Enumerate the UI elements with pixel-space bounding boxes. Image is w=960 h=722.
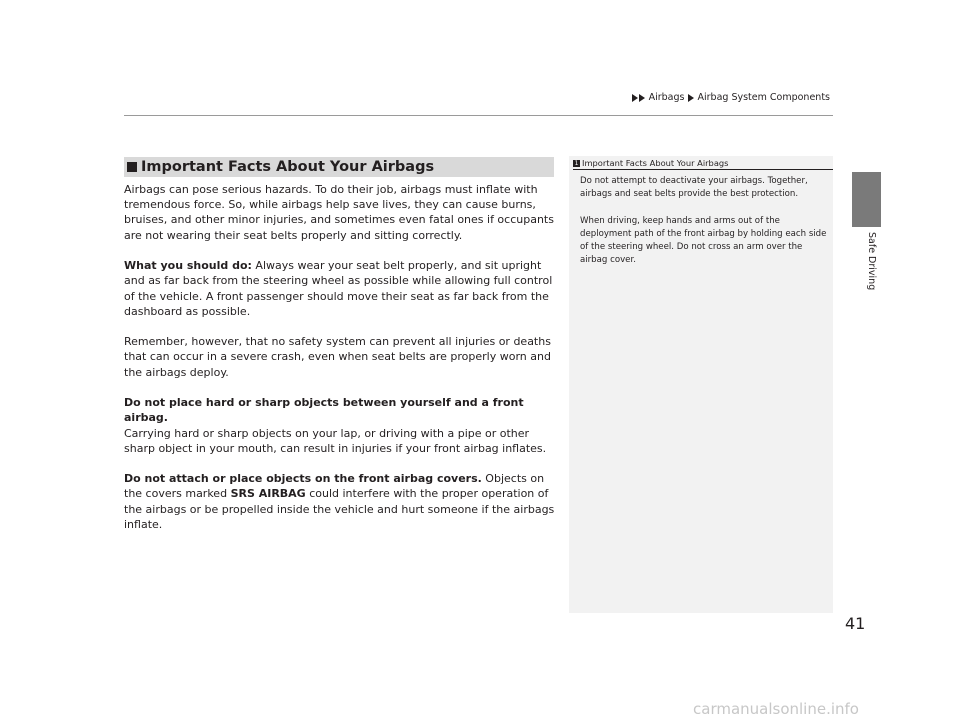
breadcrumb-item-airbag-system-components[interactable]: Airbag System Components xyxy=(697,92,830,103)
header-divider xyxy=(124,115,833,116)
section-heading-text: Important Facts About Your Airbags xyxy=(141,159,435,175)
watermark: carmanualsonline.info xyxy=(693,700,859,718)
side-note-body xyxy=(580,175,830,281)
srs-airbag-marking: SRS AIRBAG xyxy=(230,487,306,501)
triangle-icon xyxy=(639,94,645,102)
chapter-label: Safe Driving xyxy=(866,232,877,291)
chapter-tab xyxy=(852,172,881,227)
side-note-paragraph-2: When driving, keep hands and arms out of the deployment path of the front airbag by holding each side of the steering wheel. Do not cross an arm over the airbag cover. xyxy=(580,215,827,266)
breadcrumb-item-airbags[interactable]: Airbags xyxy=(648,92,685,103)
side-note-paragraph-1: Do not attempt to deactivate your airbags. Together, airbags and seat belts provide the best protection. xyxy=(580,176,808,200)
breadcrumb xyxy=(632,92,833,103)
side-note-divider xyxy=(573,169,833,170)
note-icon: 1 xyxy=(574,159,579,167)
covers-heading: Do not attach or place objects on the front airbag covers. xyxy=(124,472,482,486)
intro-paragraph: Airbags can pose serious hazards. To do their job, airbags must inflate with tremendous force. So, while airbags help save lives, they can cause burns, bruises, and other minor injuries, and sometimes even fatal ones if occupants are not wearing their seat belts properly and sitting correctly. xyxy=(124,183,554,242)
covers-text-1: Objects on the covers marked xyxy=(124,472,545,501)
hard-objects-text: Carrying hard or sharp objects on your lap, or driving with a pipe or other sharp object in your mouth, can result in injuries if your front airbag inflates. xyxy=(124,426,547,455)
covers-text-2: could interfere with the proper operation of the airbags or be propelled inside the vehicle and hurt someone if the airbags inflate. xyxy=(124,487,555,531)
main-content xyxy=(124,182,556,547)
triangle-icon xyxy=(632,94,638,102)
hard-objects-paragraph xyxy=(124,395,556,456)
what-to-do-text: Always wear your seat belt properly, and sit upright and as far back from the steering wheel as possible while allowing full control of the vehicle. A front passenger should move their seat as far back from the dashboard as possible. xyxy=(124,259,553,318)
triangle-icon xyxy=(688,94,694,102)
side-note-title-row xyxy=(573,158,729,168)
square-bullet-icon xyxy=(127,162,137,172)
hard-objects-heading: Do not place hard or sharp objects between yourself and a front airbag. xyxy=(124,396,524,425)
section-heading xyxy=(124,157,554,177)
what-to-do-paragraph xyxy=(124,258,556,319)
covers-paragraph xyxy=(124,471,556,532)
what-to-do-label: What you should do: xyxy=(124,259,252,273)
page-number: 41 xyxy=(845,614,866,633)
remember-paragraph: Remember, however, that no safety system can prevent all injuries or deaths that can occur in a severe crash, even when seat belts are properly worn and the airbags deploy. xyxy=(124,335,551,379)
side-note-title: Important Facts About Your Airbags xyxy=(582,158,729,168)
